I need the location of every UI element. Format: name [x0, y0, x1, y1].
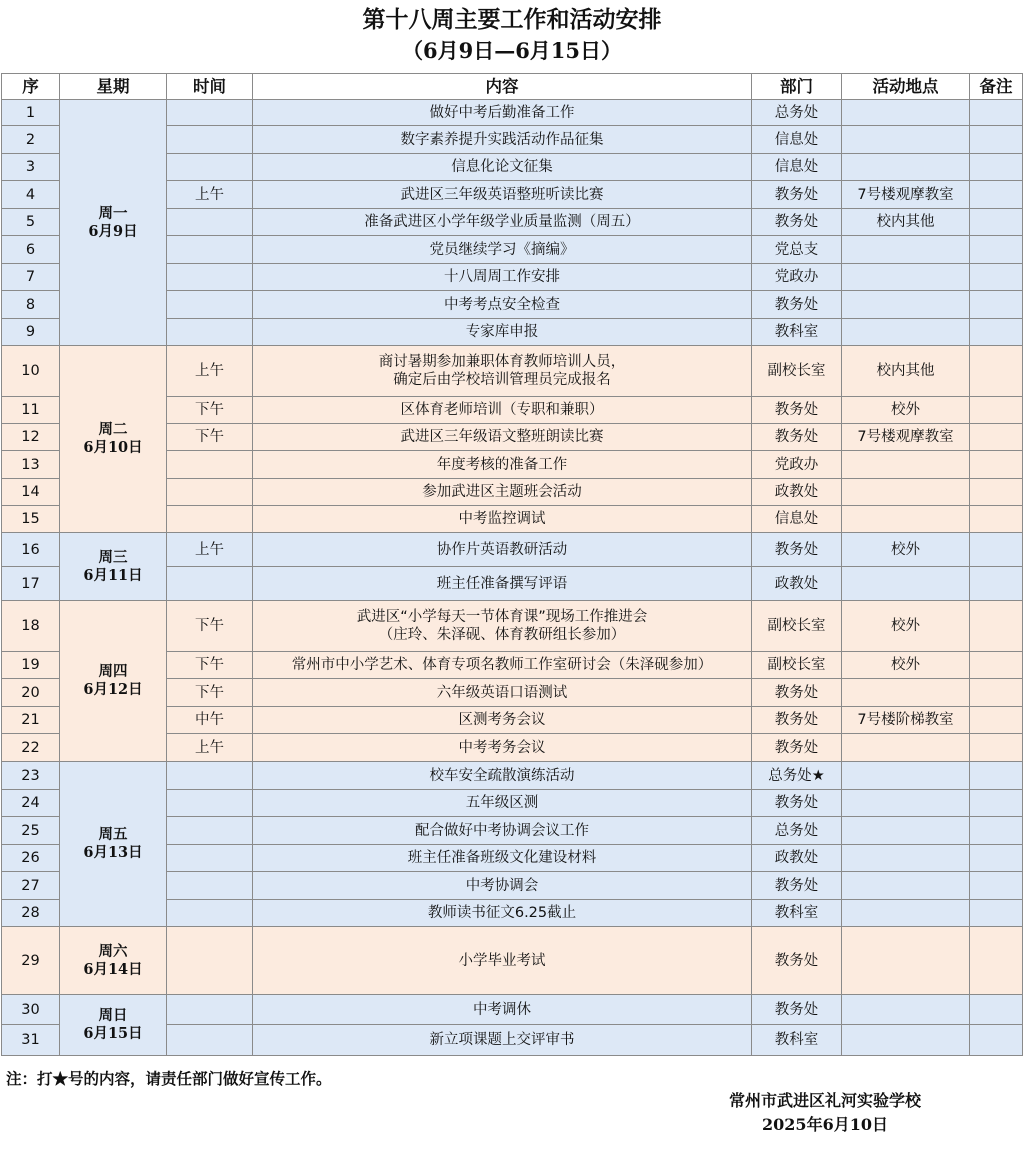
location-cell: 校外	[842, 601, 970, 652]
content-line: 校车安全疏散演练活动	[429, 767, 575, 784]
content-cell	[253, 424, 752, 451]
remarks-cell	[970, 1025, 1023, 1056]
remarks-cell	[970, 817, 1023, 845]
content-cell	[253, 346, 752, 397]
location-cell: 7号楼观摩教室	[842, 181, 970, 209]
footer-note: 注：打★号的内容，请责任部门做好宣传工作。	[6, 1069, 332, 1088]
content-cell	[253, 181, 752, 209]
seq-cell: 6	[2, 236, 60, 264]
location-cell	[842, 319, 970, 346]
remarks-cell	[970, 209, 1023, 236]
content-line: 武进区三年级英语整班听读比赛	[400, 186, 604, 203]
table-row	[2, 533, 1023, 567]
seq-cell: 8	[2, 291, 60, 319]
seq-cell: 13	[2, 451, 60, 479]
weekday-date: 6月9日	[88, 222, 138, 240]
content-line: 武进区“小学每天一节体育课”现场工作推进会	[356, 609, 648, 625]
weekday-cell	[60, 100, 167, 346]
content-cell	[253, 451, 752, 479]
seq-cell: 23	[2, 762, 60, 790]
department-cell: 教务处	[752, 734, 842, 762]
table-row	[2, 346, 1023, 397]
issue-date: 2025年6月10日	[762, 1115, 888, 1134]
department-cell: 教科室	[752, 319, 842, 346]
department-cell: 教务处	[752, 209, 842, 236]
content-cell	[253, 1025, 752, 1056]
content-cell	[253, 264, 752, 291]
department-cell: 教务处	[752, 995, 842, 1025]
content-cell	[253, 397, 752, 424]
department-cell: 教务处	[752, 533, 842, 567]
time-cell	[167, 1025, 253, 1056]
time-cell: 下午	[167, 424, 253, 451]
remarks-cell	[970, 100, 1023, 126]
header-department: 部门	[752, 74, 842, 100]
table-row	[2, 762, 1023, 790]
location-cell	[842, 845, 970, 872]
seq-cell: 22	[2, 734, 60, 762]
time-cell	[167, 291, 253, 319]
content-cell	[253, 567, 752, 601]
department-cell: 教务处	[752, 927, 842, 995]
content-cell	[253, 845, 752, 872]
department-cell: 教务处	[752, 181, 842, 209]
remarks-cell	[970, 181, 1023, 209]
department-cell: 信息处	[752, 154, 842, 181]
time-cell	[167, 995, 253, 1025]
content-line: 五年级区测	[465, 795, 539, 811]
table-row	[2, 995, 1023, 1025]
location-cell	[842, 900, 970, 927]
weekday-cell	[60, 533, 167, 601]
school-name: 常州市武进区礼河实验学校	[728, 1091, 921, 1110]
time-cell	[167, 790, 253, 817]
content-cell	[253, 762, 752, 790]
schedule-table	[1, 73, 1023, 1056]
department-cell: 教务处	[752, 790, 842, 817]
time-cell: 上午	[167, 346, 253, 397]
content-cell	[253, 734, 752, 762]
department-cell: 教科室	[752, 900, 842, 927]
department-cell: 副校长室	[752, 346, 842, 397]
content-line: 常州市中小学艺术、体育专项名教师工作室研讨会（朱泽砚参加）	[291, 657, 713, 673]
time-cell	[167, 479, 253, 506]
content-line: （庄玲、朱泽砚、体育教研组长参加）	[378, 627, 626, 643]
table-row	[2, 100, 1023, 126]
remarks-cell	[970, 900, 1023, 927]
header-weekday: 星期	[60, 74, 167, 100]
page-title: 第十八周主要工作和活动安排	[362, 6, 662, 33]
location-cell	[842, 790, 970, 817]
content-cell	[253, 927, 752, 995]
seq-cell: 20	[2, 679, 60, 707]
location-cell	[842, 126, 970, 154]
time-cell	[167, 872, 253, 900]
remarks-cell	[970, 533, 1023, 567]
seq-cell: 1	[2, 100, 60, 126]
weekday-name: 周二	[98, 421, 128, 438]
header-remarks: 备注	[970, 74, 1023, 100]
content-line: 新立项课题上交评审书	[429, 1032, 575, 1048]
seq-cell: 24	[2, 790, 60, 817]
content-line: 小学毕业考试	[458, 952, 546, 969]
remarks-cell	[970, 601, 1023, 652]
location-cell	[842, 506, 970, 533]
content-cell	[253, 236, 752, 264]
content-line: 商讨暑期参加兼职体育教师培训人员，	[378, 354, 626, 370]
remarks-cell	[970, 126, 1023, 154]
department-cell: 总务处	[752, 817, 842, 845]
seq-cell: 5	[2, 209, 60, 236]
time-cell	[167, 567, 253, 601]
seq-cell: 4	[2, 181, 60, 209]
seq-cell: 14	[2, 479, 60, 506]
location-cell	[842, 567, 970, 601]
content-line: 确定后由学校培训管理员完成报名	[393, 372, 611, 388]
weekday-cell	[60, 601, 167, 762]
department-cell: 党政办	[752, 264, 842, 291]
content-line: 年度考核的准备工作	[436, 456, 568, 473]
content-cell	[253, 679, 752, 707]
header-content: 内容	[253, 74, 752, 100]
content-line: 班主任准备班级文化建设材料	[407, 850, 597, 866]
content-line: 协作片英语教研活动	[436, 541, 568, 558]
weekday-cell	[60, 346, 167, 533]
weekday-date: 6月14日	[83, 960, 143, 978]
weekday-cell	[60, 995, 167, 1056]
seq-cell: 30	[2, 995, 60, 1025]
content-line: 武进区三年级语文整班朗读比赛	[400, 429, 604, 445]
content-line: 中考监控调试	[458, 511, 546, 527]
location-cell: 校外	[842, 397, 970, 424]
seq-cell: 17	[2, 567, 60, 601]
seq-cell: 28	[2, 900, 60, 927]
department-cell: 总务处	[752, 100, 842, 126]
seq-cell: 15	[2, 506, 60, 533]
department-cell: 政教处	[752, 567, 842, 601]
content-line: 中考调休	[473, 1001, 531, 1018]
location-cell	[842, 1025, 970, 1056]
department-cell: 总务处★	[752, 762, 842, 790]
location-cell	[842, 817, 970, 845]
content-line: 专家库申报	[465, 324, 539, 340]
department-cell: 教务处	[752, 872, 842, 900]
location-cell	[842, 236, 970, 264]
content-cell	[253, 291, 752, 319]
time-cell: 中午	[167, 707, 253, 734]
seq-cell: 3	[2, 154, 60, 181]
seq-cell: 16	[2, 533, 60, 567]
location-cell	[842, 451, 970, 479]
remarks-cell	[970, 154, 1023, 181]
time-cell: 上午	[167, 734, 253, 762]
remarks-cell	[970, 872, 1023, 900]
content-cell	[253, 790, 752, 817]
department-cell: 教务处	[752, 679, 842, 707]
remarks-cell	[970, 845, 1023, 872]
weekday-date: 6月12日	[83, 681, 143, 698]
location-cell	[842, 154, 970, 181]
page-subtitle: （6月9日—6月15日）	[401, 38, 623, 63]
content-line: 中考考点安全检查	[444, 296, 560, 313]
remarks-cell	[970, 479, 1023, 506]
weekday-name: 周五	[98, 826, 128, 843]
remarks-cell	[970, 790, 1023, 817]
location-cell: 校外	[842, 533, 970, 567]
remarks-cell	[970, 236, 1023, 264]
location-cell: 校外	[842, 652, 970, 679]
department-cell: 副校长室	[752, 652, 842, 679]
content-line: 中考考务会议	[458, 739, 546, 756]
department-cell: 教务处	[752, 397, 842, 424]
seq-cell: 9	[2, 319, 60, 346]
remarks-cell	[970, 506, 1023, 533]
remarks-cell	[970, 734, 1023, 762]
seq-cell: 12	[2, 424, 60, 451]
remarks-cell	[970, 707, 1023, 734]
content-line: 数字素养提升实践活动作品征集	[400, 131, 604, 148]
location-cell	[842, 100, 970, 126]
time-cell: 下午	[167, 652, 253, 679]
content-line: 十八周周工作安排	[444, 269, 560, 285]
seq-cell: 19	[2, 652, 60, 679]
department-cell: 信息处	[752, 126, 842, 154]
weekday-name: 周一	[98, 204, 128, 222]
header-time: 时间	[167, 74, 253, 100]
department-cell: 政教处	[752, 845, 842, 872]
content-line: 班主任准备撰写评语	[436, 575, 568, 592]
weekday-name: 周六	[98, 942, 128, 960]
content-line: 区测考务会议	[458, 712, 546, 728]
content-cell	[253, 100, 752, 126]
location-cell	[842, 479, 970, 506]
content-line: 信息化论文征集	[451, 159, 553, 175]
content-cell	[253, 817, 752, 845]
remarks-cell	[970, 451, 1023, 479]
content-cell	[253, 601, 752, 652]
time-cell: 下午	[167, 601, 253, 652]
time-cell	[167, 264, 253, 291]
location-cell: 校内其他	[842, 346, 970, 397]
time-cell	[167, 762, 253, 790]
department-cell: 党政办	[752, 451, 842, 479]
department-cell: 教务处	[752, 291, 842, 319]
remarks-cell	[970, 346, 1023, 397]
content-cell	[253, 154, 752, 181]
location-cell	[842, 264, 970, 291]
weekday-name: 周三	[98, 548, 128, 566]
time-cell	[167, 319, 253, 346]
location-cell	[842, 291, 970, 319]
table-header-row	[2, 74, 1023, 100]
department-cell: 信息处	[752, 506, 842, 533]
content-line: 准备武进区小学年级学业质量监测（周五）	[364, 214, 640, 230]
seq-cell: 25	[2, 817, 60, 845]
time-cell	[167, 236, 253, 264]
remarks-cell	[970, 652, 1023, 679]
content-line: 六年级英语口语测试	[436, 684, 568, 701]
location-cell	[842, 995, 970, 1025]
content-cell	[253, 707, 752, 734]
content-cell	[253, 126, 752, 154]
time-cell	[167, 451, 253, 479]
remarks-cell	[970, 424, 1023, 451]
remarks-cell	[970, 264, 1023, 291]
location-cell	[842, 927, 970, 995]
location-cell	[842, 762, 970, 790]
remarks-cell	[970, 319, 1023, 346]
time-cell: 下午	[167, 397, 253, 424]
table-row	[2, 927, 1023, 995]
content-cell	[253, 652, 752, 679]
weekday-date: 6月11日	[83, 566, 143, 584]
seq-cell: 11	[2, 397, 60, 424]
time-cell	[167, 927, 253, 995]
header-seq: 序	[2, 74, 60, 100]
seq-cell: 27	[2, 872, 60, 900]
location-cell	[842, 679, 970, 707]
content-cell	[253, 995, 752, 1025]
content-cell	[253, 319, 752, 346]
remarks-cell	[970, 762, 1023, 790]
seq-cell: 2	[2, 126, 60, 154]
schedule-body	[2, 100, 1023, 1056]
content-cell	[253, 209, 752, 236]
content-line: 做好中考后勤准备工作	[429, 104, 575, 121]
location-cell: 7号楼观摩教室	[842, 424, 970, 451]
time-cell	[167, 845, 253, 872]
content-line: 参加武进区主题班会活动	[422, 484, 582, 500]
time-cell	[167, 506, 253, 533]
weekday-name: 周四	[98, 663, 128, 680]
content-cell	[253, 900, 752, 927]
time-cell: 上午	[167, 181, 253, 209]
department-cell: 党总支	[752, 236, 842, 264]
time-cell	[167, 817, 253, 845]
weekday-date: 6月10日	[83, 439, 143, 456]
seq-cell: 10	[2, 346, 60, 397]
time-cell	[167, 126, 253, 154]
time-cell: 下午	[167, 679, 253, 707]
remarks-cell	[970, 291, 1023, 319]
department-cell: 政教处	[752, 479, 842, 506]
time-cell	[167, 154, 253, 181]
content-cell	[253, 506, 752, 533]
weekday-cell	[60, 927, 167, 995]
weekday-date: 6月13日	[83, 844, 143, 861]
department-cell: 教科室	[752, 1025, 842, 1056]
time-cell	[167, 100, 253, 126]
location-cell: 7号楼阶梯教室	[842, 707, 970, 734]
content-line: 配合做好中考协调会议工作	[415, 822, 589, 839]
seq-cell: 18	[2, 601, 60, 652]
content-cell	[253, 872, 752, 900]
location-cell: 校内其他	[842, 209, 970, 236]
location-cell	[842, 734, 970, 762]
time-cell	[167, 209, 253, 236]
table-row	[2, 601, 1023, 652]
remarks-cell	[970, 679, 1023, 707]
content-cell	[253, 533, 752, 567]
department-cell: 教务处	[752, 424, 842, 451]
content-line: 教师读书征文6.25截止	[427, 905, 577, 921]
location-cell	[842, 872, 970, 900]
time-cell	[167, 900, 253, 927]
seq-cell: 21	[2, 707, 60, 734]
remarks-cell	[970, 397, 1023, 424]
header-location: 活动地点	[842, 74, 970, 100]
content-line: 中考协调会	[465, 877, 539, 894]
weekday-cell	[60, 762, 167, 927]
remarks-cell	[970, 995, 1023, 1025]
remarks-cell	[970, 927, 1023, 995]
content-cell	[253, 479, 752, 506]
content-line: 党员继续学习《摘编》	[429, 241, 575, 258]
seq-cell: 7	[2, 264, 60, 291]
content-line: 区体育老师培训（专职和兼职）	[400, 402, 604, 418]
remarks-cell	[970, 567, 1023, 601]
department-cell: 教务处	[752, 707, 842, 734]
seq-cell: 29	[2, 927, 60, 995]
department-cell: 副校长室	[752, 601, 842, 652]
seq-cell: 31	[2, 1025, 60, 1056]
weekday-date: 6月15日	[83, 1025, 143, 1042]
weekday-name: 周日	[98, 1007, 128, 1024]
time-cell: 上午	[167, 533, 253, 567]
seq-cell: 26	[2, 845, 60, 872]
